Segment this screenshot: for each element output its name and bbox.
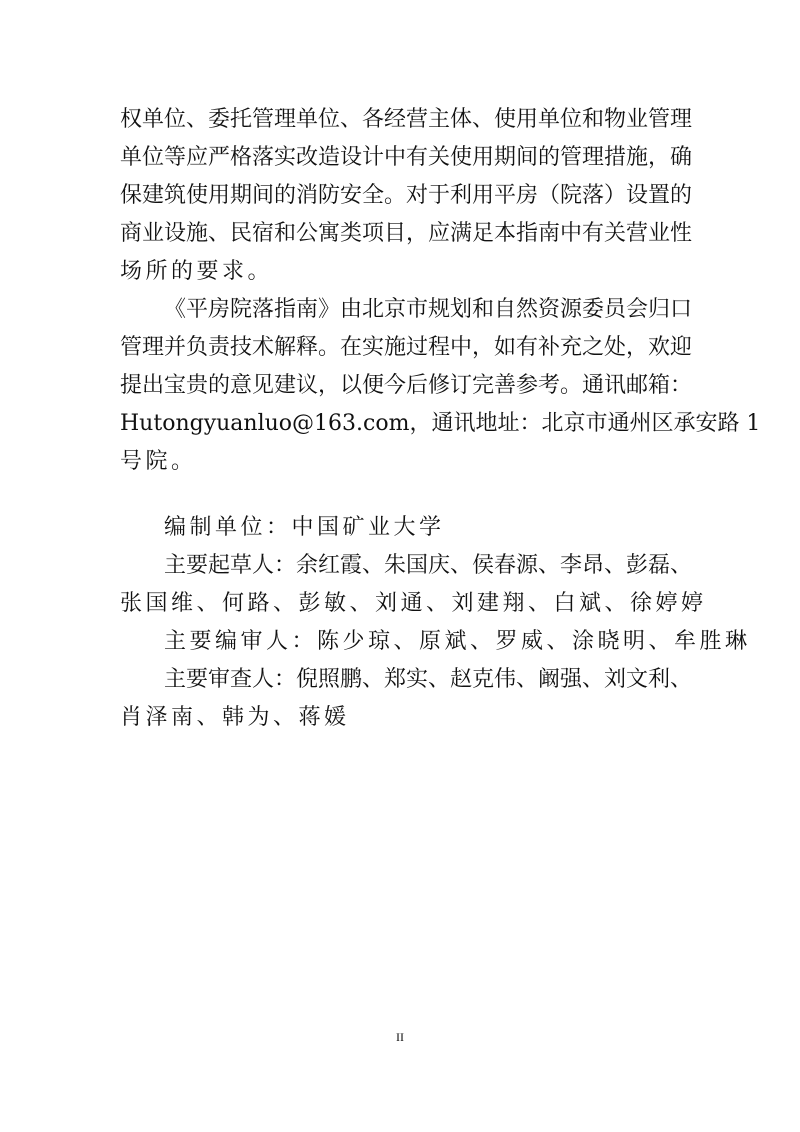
text-line: 场所的要求。 (120, 259, 274, 284)
text-line: 管理并负责技术解释。在实施过程中，如有补充之处，欢迎 (120, 335, 693, 360)
text-line: Hutongyuanluo@163.com，通讯地址：北京市通州区承安路 1 (120, 411, 761, 436)
compiler-unit: 编制单位：中国矿业大学 (164, 515, 445, 540)
text-line: 提出宝贵的意见建议，以便今后修订完善参考。通讯邮箱： (120, 373, 693, 398)
text-line: 权单位、委托管理单位、各经营主体、使用单位和物业管理 (120, 107, 693, 132)
page-number: II (396, 1030, 404, 1044)
text-line: 单位等应严格落实改造设计中有关使用期间的管理措施，确 (120, 145, 693, 170)
text-line: 保建筑使用期间的消防安全。对于利用平房（院落）设置的 (120, 183, 693, 208)
drafters-line: 张国维、何路、彭敏、刘通、刘建翔、白斌、徐婷婷 (120, 591, 707, 616)
text-line: 商业设施、民宿和公寓类项目，应满足本指南中有关营业性 (120, 221, 693, 246)
text-line: 《平房院落指南》由北京市规划和自然资源委员会归口 (164, 297, 693, 322)
editors-line: 主要编审人：陈少琼、原斌、罗威、涂晓明、牟胜琳 (164, 629, 751, 654)
drafters-line: 主要起草人：余红霞、朱国庆、侯春源、李昂、彭磊、 (164, 553, 693, 578)
reviewers-line: 主要审查人：倪照鹏、郑实、赵克伟、阚强、刘文利、 (164, 667, 693, 692)
reviewers-line: 肖泽南、韩为、蒋媛 (120, 705, 350, 730)
text-line: 号院。 (120, 449, 197, 474)
